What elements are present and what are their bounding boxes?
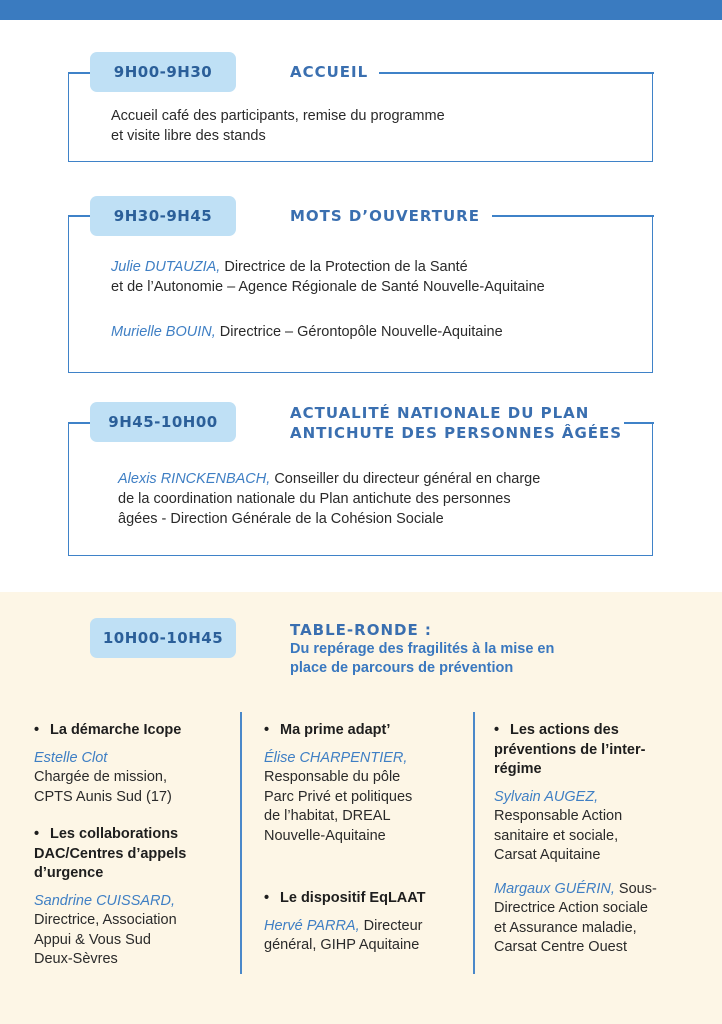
column-divider <box>240 712 242 974</box>
time-pill: 9H30-9H45 <box>90 196 236 236</box>
speaker-entry: Alexis RINCKENBACH, Conseiller du directeur général en charge de la coordination nationale du Plan antichute des personnes âgées - Direction Générale de la Cohésion Sociale <box>118 471 541 527</box>
speaker-name: Sandrine CUISSARD, <box>34 892 176 909</box>
session-title: ACCUEIL <box>290 63 369 81</box>
table-ronde-subtitle: Du repérage des fragilités à la mise en place de parcours de prévention <box>290 641 555 676</box>
topic-heading: • Le dispositif EqLAAT <box>264 890 426 906</box>
speaker-name: Élise CHARPENTIER, <box>264 749 408 766</box>
speaker-entry: Julie DUTAUZIA, Directrice de la Protection de la Santé et de l’Autonomie – Agence Régionale de Santé Nouvelle-Aquitaine <box>111 259 545 295</box>
panel-column: • Les actions des préventions de l’inter- régime Sylvain AUGEZ, Responsable Action sanitaire et sociale, Carsat Aquitaine Margaux GUÉRIN, Sous- Directrice Action sociale et Assurance maladie, Carsat Centre Ouest <box>494 721 704 958</box>
speaker-name: Margaux GUÉRIN, Sous- <box>494 880 657 897</box>
speaker-name: Hervé PARRA, Directeur <box>264 917 423 934</box>
top-bar <box>0 0 722 20</box>
panel-column: • La démarche Icope Estelle Clot Chargée de mission, CPTS Aunis Sud (17) • Les collaborations DAC/Centres d’appels d’urgence Sandrine CUISSARD, Directrice, Association Appui & Vous Sud Deux-Sèvres <box>34 721 234 970</box>
topic-heading: • La démarche Icope <box>34 722 182 738</box>
topic-heading: • Les collaborations <box>34 826 179 842</box>
time-pill: 10H00-10H45 <box>90 618 236 658</box>
topic-heading: • Ma prime adapt’ <box>264 722 391 738</box>
column-divider <box>473 712 475 974</box>
speaker-name: Estelle Clot <box>34 749 108 766</box>
session-title: ACTUALITÉ NATIONALE DU PLAN ANTICHUTE DES PERSONNES ÂGÉES <box>290 404 623 442</box>
session-title: TABLE-RONDE : <box>290 621 432 639</box>
time-pill: 9H00-9H30 <box>90 52 236 92</box>
time-pill: 9H45-10H00 <box>90 402 236 442</box>
session-description: Accueil café des participants, remise du programme et visite libre des stands <box>111 108 445 144</box>
panel-column: • Ma prime adapt’ Élise CHARPENTIER, Responsable du pôle Parc Privé et politiques de l’habitat, DREAL Nouvelle-Aquitaine • Le dispositif EqLAAT Hervé PARRA, Directeur général, GIHP Aquitaine <box>264 721 469 956</box>
speaker-name: Sylvain AUGEZ, <box>494 788 599 805</box>
speaker-entry: Murielle BOUIN, Directrice – Gérontopôle Nouvelle-Aquitaine <box>111 324 503 340</box>
topic-heading: • Les actions des <box>494 722 619 738</box>
session-title: MOTS D’OUVERTURE <box>290 207 480 225</box>
